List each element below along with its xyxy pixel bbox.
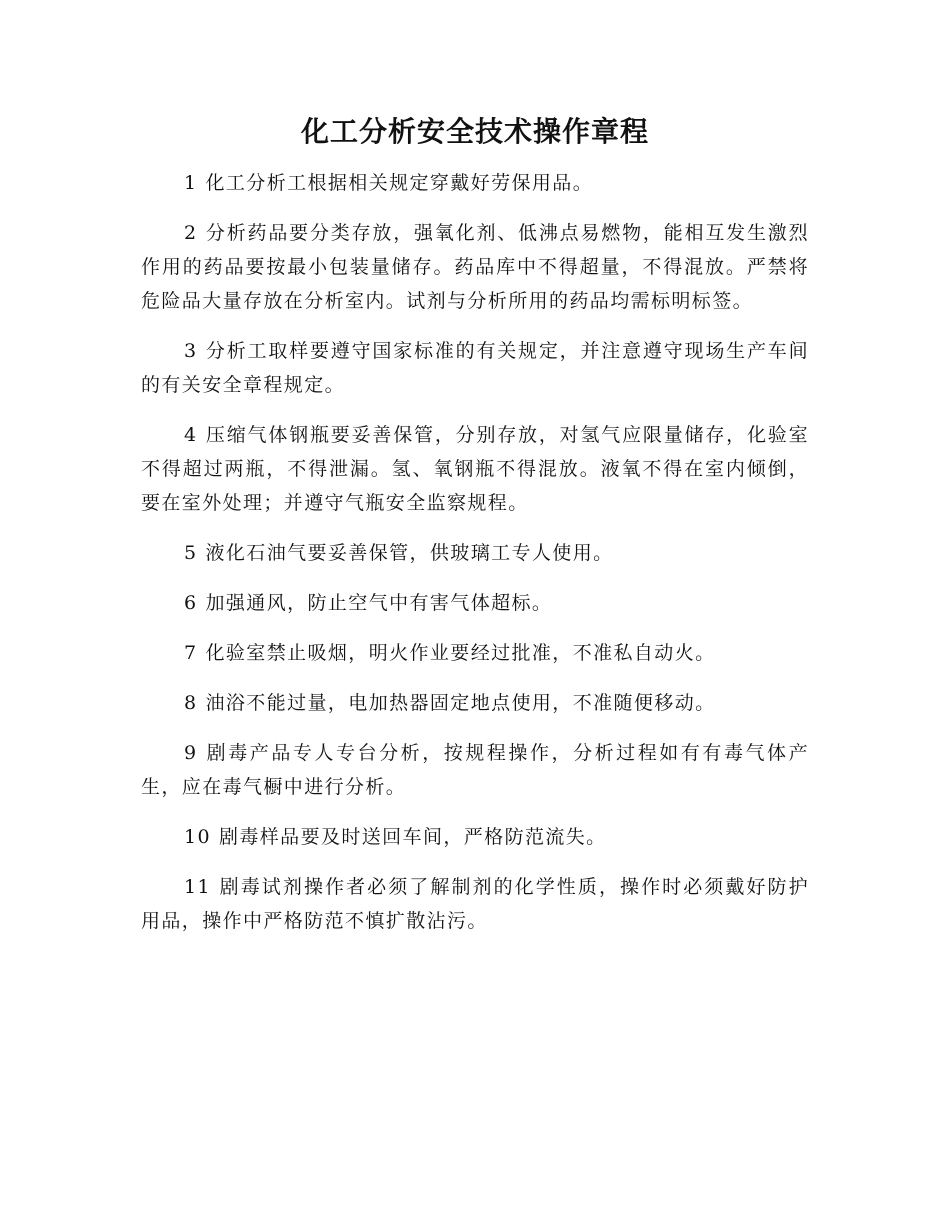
- paragraph-text: 剧毒样品要及时送回车间，严格防范流失。: [218, 826, 607, 848]
- paragraph-number: 1: [184, 172, 198, 194]
- paragraph-4: [141, 418, 809, 520]
- paragraph-2: [141, 216, 809, 318]
- paragraph-7: [141, 636, 809, 670]
- paragraph-text: 剧毒产品专人专台分析，按规程操作，分析过程如有有毒气体产生，应在毒气橱中进行分析。: [141, 742, 809, 798]
- paragraph-number: 6: [184, 592, 198, 614]
- paragraph-text: 分析药品要分类存放，强氧化剂、低沸点易燃物，能相互发生激烈作用的药品要按最小包装量储存。药品库中不得超量，不得混放。严禁将危险品大量存放在分析室内。试剂与分析所用的药品均需标明标签。: [141, 222, 809, 312]
- paragraph-10: [141, 820, 809, 854]
- paragraph-number: 4: [184, 424, 198, 446]
- paragraph-number: 2: [184, 222, 198, 244]
- paragraph-1: [141, 166, 809, 200]
- paragraph-text: 化工分析工根据相关规定穿戴好劳保用品。: [205, 172, 594, 194]
- paragraph-number: 11: [184, 876, 211, 898]
- page-title: 化工分析安全技术操作章程: [300, 115, 649, 148]
- paragraph-text: 油浴不能过量，电加热器固定地点使用，不准随便移动。: [205, 692, 716, 714]
- paragraph-number: 9: [184, 742, 198, 764]
- paragraph-6: [141, 586, 809, 620]
- document-body: [141, 166, 809, 954]
- paragraph-5: [141, 536, 809, 570]
- paragraph-3: [141, 334, 809, 402]
- paragraph-text: 压缩气体钢瓶要妥善保管，分别存放，对氢气应限量储存，化验室不得超过两瓶，不得泄漏。氢、氧钢瓶不得混放。液氧不得在室内倾倒，要在室外处理；并遵守气瓶安全监察规程。: [141, 424, 809, 514]
- paragraph-text: 剧毒试剂操作者必须了解制剂的化学性质，操作时必须戴好防护用品，操作中严格防范不慎扩散沾污。: [141, 876, 809, 932]
- paragraph-8: [141, 686, 809, 720]
- paragraph-number: 3: [184, 340, 198, 362]
- paragraph-11: [141, 870, 809, 938]
- paragraph-number: 5: [184, 542, 198, 564]
- paragraph-text: 分析工取样要遵守国家标准的有关规定，并注意遵守现场生产车间的有关安全章程规定。: [141, 340, 809, 396]
- paragraph-text: 加强通风，防止空气中有害气体超标。: [205, 592, 553, 614]
- paragraph-number: 7: [184, 642, 198, 664]
- paragraph-text: 化验室禁止吸烟，明火作业要经过批准，不准私自动火。: [205, 642, 716, 664]
- paragraph-number: 10: [184, 826, 211, 848]
- paragraph-9: [141, 736, 809, 804]
- paragraph-number: 8: [184, 692, 198, 714]
- paragraph-text: 液化石油气要妥善保管，供玻璃工专人使用。: [205, 542, 614, 564]
